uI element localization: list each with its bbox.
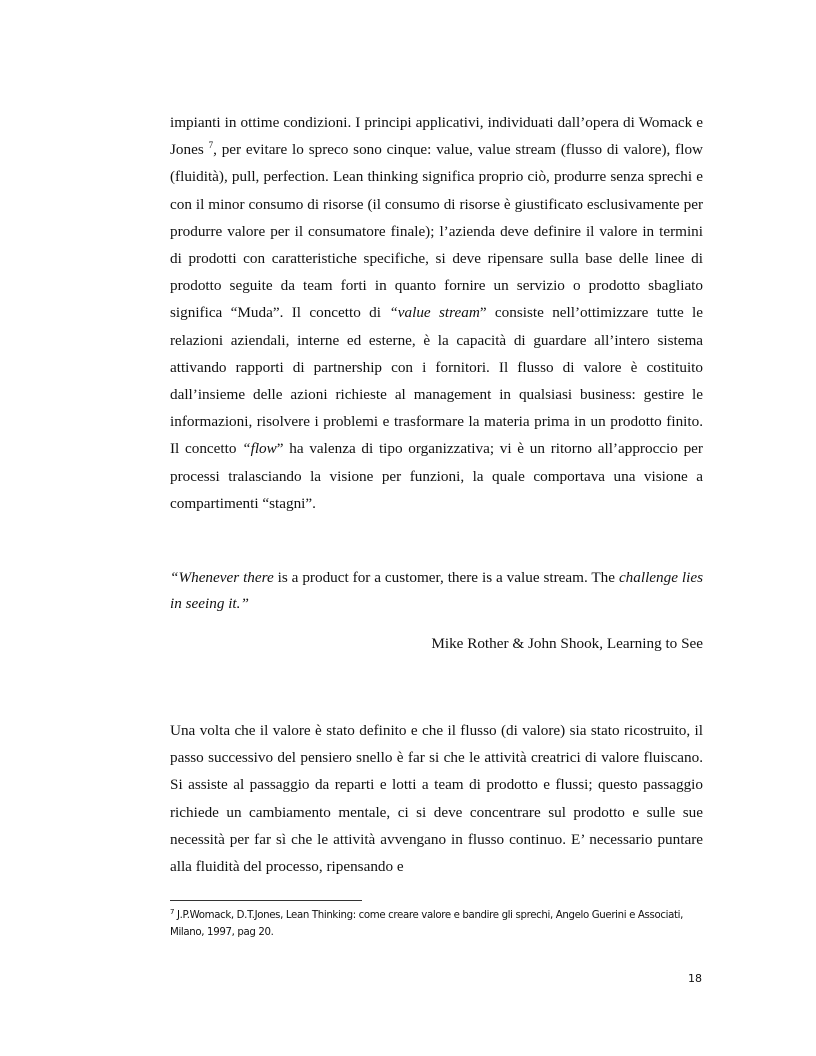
footnote-text: J.P.Womack, D.T.Jones, Lean Thinking: come creare valore e bandire gli sprechi, Angelo Guerini e Associati, Milano, 1997, pag 20. [170,910,683,938]
term-value-stream: “value stream [389,304,480,322]
footnote-reference[interactable]: 7 [208,140,214,151]
quote-text: is a product for a customer, there is a value stream. The [273,569,619,586]
paragraph-1-text-b: , per evitare lo spreco sono cinque: value, value stream (flusso di valore), flow (fluidità), pull, perfection. Lean thinking significa proprio ciò, produrre senza sprechi e con il minor consumo di risorse (il consumo di risorse è giustificato esclusivamente per produrre valore per il consumatore finale); l’azienda deve definire il valore in termini di prodotti con caratteristiche specifiche, si deve ripensare sulla base delle linee di prodotto seguite da team forti in quanto fornire un servizio o prodotto sbagliato significa “Muda”. Il concetto di [170,141,704,322]
footnote-number: 7 [170,908,175,916]
footnote [170,907,705,941]
paragraph-1-text-a: impianti in ottime condizioni. I principi applicativi, individuati dall’opera di Womack e Jones [170,114,703,159]
body-paragraph-2 [170,717,703,880]
quote-attribution-block [170,635,703,653]
quote-italic-end: challenge lies in seeing it. [170,569,703,612]
block-quote [170,565,703,617]
quote-attribution: Mike Rother & John Shook, Learning to See [431,635,703,652]
quote-close-mark: ” [240,595,249,612]
body-paragraph-1 [170,109,703,517]
paragraph-1-text-c: ” consiste nell’ottimizzare tutte le relazioni aziendali, interne ed esterne, è la capacità di guardare all’intero sistema attivando rapporti di partnership con i fornitori. Il flusso di valore è costituito dall’insieme delle azioni richieste al management in qualsiasi business: gestire le informazioni, risolvere i problemi e trasformare la materia prima in un prodotto finito. Il concetto [170,304,703,458]
page-number: 18 [688,972,702,985]
paragraph-2-text: Una volta che il valore è stato definito e che il flusso (di valore) sia stato ricostruito, il passo successivo del pensiero snello è far si che le attività creatrici di valore fluiscano. Si assiste al passaggio da reparti e lotti a team di prodotto e flussi; questo passaggio richiede un cambiamento mentale, ci si deve concentrare sul prodotto e sulle sue necessità per far sì che le attività avvengano in flusso continuo. E’ necessario puntare alla fluidità del processo, ripensando e [170,722,703,876]
quote-italic-start: “Whenever there [170,569,274,586]
footnote-separator [170,900,362,901]
paragraph-1-text-d: ” ha valenza di tipo organizzativa; vi è un ritorno all’approccio per processi tralasciando la visione per funzioni, la quale comportava una visione a compartimenti “stagni”. [170,440,703,512]
term-flow: “flow [242,440,277,458]
